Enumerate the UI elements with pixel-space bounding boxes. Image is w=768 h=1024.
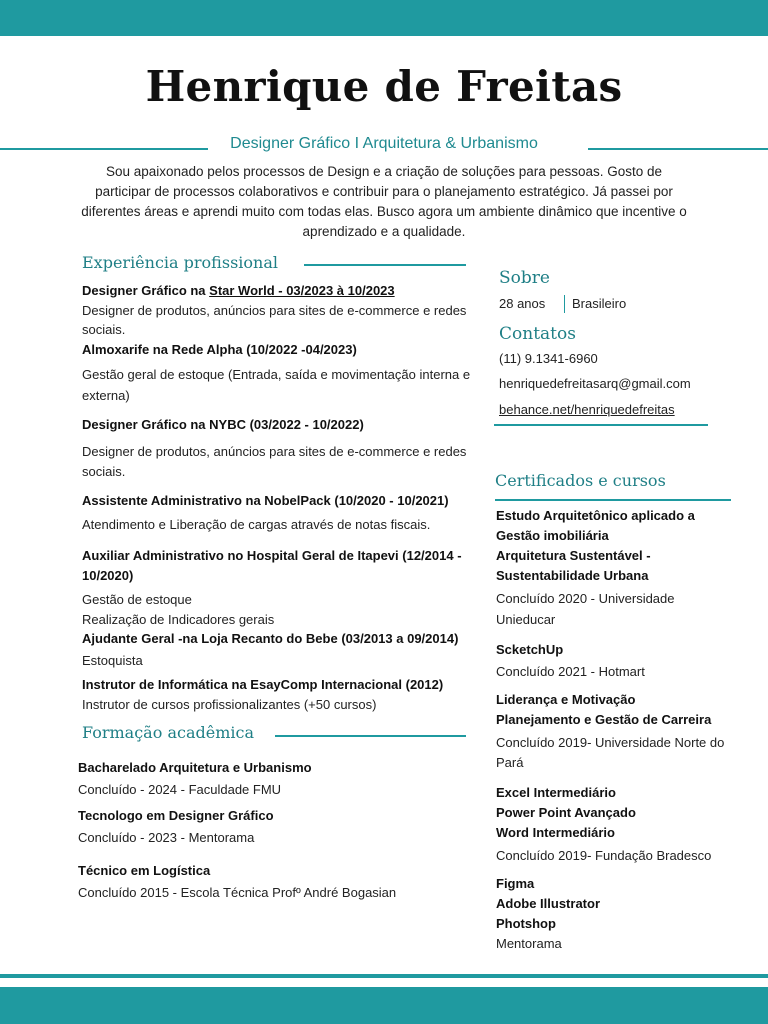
- contact-portfolio-link[interactable]: behance.net/henriquedefreitas: [499, 402, 675, 417]
- certificate-name: Power Point Avançado: [496, 805, 636, 820]
- job-description: Gestão geral de estoque (Entrada, saída e movimentação interna e externa): [82, 367, 471, 403]
- certificates-rule: [495, 499, 731, 501]
- course-name: Tecnologo em Designer Gráfico: [78, 808, 274, 823]
- about-nationality: Brasileiro: [572, 296, 627, 311]
- job-description: Designer de produtos, anúncios para sites de e-commerce e redes sociais.: [82, 303, 467, 337]
- certificate-detail: Concluído 2019- Fundação Bradesco: [496, 848, 712, 863]
- certificate-detail: Mentorama: [496, 936, 562, 951]
- contact-email[interactable]: henriquedefreitasarq@gmail.com: [499, 376, 691, 391]
- about-divider: [564, 295, 565, 313]
- summary: Sou apaixonado pelos processos de Design e a criação de soluções para pessoas. Gosto de participar de processos colaborativos e contribuir para o planejamento estratégico. Já passei por diferentes áreas e aprendi muito com todas elas. Busco agora um ambiente dinâmico que incentive o aprendizado e a qualidade.: [81, 164, 687, 239]
- bottom-rule: [0, 974, 768, 978]
- job-title: Assistente Administrativo na NobelPack (10/2020 - 10/2021): [82, 493, 449, 508]
- education-item: [78, 861, 463, 903]
- job-title: Almoxarife na Rede Alpha (10/2022 -04/2023): [82, 342, 357, 357]
- certificate-name: Sustentabilidade Urbana: [496, 568, 649, 583]
- certificate-group: [496, 506, 736, 630]
- certificate-name: Excel Intermediário: [496, 785, 616, 800]
- certificates-heading: Certificados e cursos: [495, 471, 666, 490]
- certificate-name: Planejamento e Gestão de Carreira: [496, 712, 712, 727]
- education-item: [78, 758, 463, 800]
- certificate-name: ScketchUp: [496, 642, 564, 657]
- course-name: Técnico em Logística: [78, 863, 211, 878]
- job-title: Instrutor de Informática na EsayComp Internacional (2012): [82, 677, 444, 692]
- top-band: [0, 0, 768, 36]
- experience-heading: Experiência profissional: [82, 253, 278, 272]
- certificate-detail: Unieducar: [496, 612, 556, 627]
- job-title: Designer Gráfico na NYBC (03/2022 - 10/2022): [82, 417, 364, 432]
- job-description: Atendimento e Liberação de cargas através de notas fiscais.: [82, 517, 431, 532]
- course-detail: Concluído - 2024 - Faculdade FMU: [78, 782, 282, 797]
- job-entry: [82, 491, 477, 535]
- certificate-name: Figma: [496, 876, 535, 891]
- job-description: Designer de produtos, anúncios para sites de e-commerce e redes sociais.: [82, 444, 467, 479]
- education-heading: Formação acadêmica: [82, 723, 254, 742]
- job-entry: [82, 546, 467, 630]
- certificate-detail: Concluído 2021 - Hotmart: [496, 664, 645, 679]
- contact-phone: (11) 9.1341-6960: [499, 351, 598, 366]
- certificate-detail: Concluído 2019- Universidade Norte do: [496, 735, 725, 750]
- course-name: Bacharelado Arquitetura e Urbanismo: [78, 760, 312, 775]
- certificate-name: Estudo Arquitetônico aplicado a: [496, 508, 695, 523]
- job-description: Estoquista: [82, 653, 143, 668]
- certificate-detail: Pará: [496, 755, 524, 770]
- job-entry: [82, 340, 472, 406]
- certificate-group: [496, 874, 736, 954]
- certificate-name: Gestão imobiliária: [496, 528, 609, 543]
- certificate-name: Photshop: [496, 916, 556, 931]
- job-title: Ajudante Geral -na Loja Recanto do Bebe (03/2013 a 09/2014): [82, 631, 459, 646]
- job-description: Gestão de estoque: [82, 592, 192, 607]
- certificate-group: [496, 640, 736, 682]
- experience-rule: [304, 264, 466, 266]
- job-title: Auxiliar Administrativo no Hospital Geral de Itapevi (12/2014 - 10/2020): [82, 548, 462, 583]
- about-heading: Sobre: [499, 268, 550, 288]
- job-entry: [82, 629, 477, 671]
- certificate-name: Word Intermediário: [496, 825, 615, 840]
- about-age: 28 anos: [499, 296, 546, 311]
- contacts-heading: Contatos: [499, 324, 576, 344]
- course-detail: Concluído 2015 - Escola Técnica Profº André Bogasian: [78, 885, 397, 900]
- certificate-group: [496, 690, 736, 772]
- education-rule: [275, 735, 466, 737]
- subtitle-right-rule: [588, 148, 768, 150]
- bottom-band: [0, 987, 768, 1024]
- job-title: Designer Gráfico na Star World - 03/2023 à 10/2023: [82, 283, 395, 298]
- job-description: Instrutor de cursos profissionalizantes (+50 cursos): [82, 697, 377, 712]
- job-description: Realização de Indicadores gerais: [82, 612, 275, 627]
- certificate-name: Liderança e Motivação: [496, 692, 636, 707]
- certificate-group: [496, 783, 736, 866]
- job-entry: [82, 675, 477, 715]
- certificate-name: Adobe Illustrator: [496, 896, 601, 911]
- certificate-name: Arquitetura Sustentável -: [496, 548, 651, 563]
- contacts-rule: [494, 424, 708, 426]
- job-entry: [82, 281, 467, 339]
- job-entry: [82, 415, 467, 482]
- course-detail: Concluído - 2023 - Mentorama: [78, 830, 255, 845]
- subtitle: Designer Gráfico I Arquitetura & Urbanismo: [230, 135, 538, 152]
- certificate-detail: Concluído 2020 - Universidade: [496, 591, 675, 606]
- education-item: [78, 806, 463, 848]
- page-title: Henrique de Freitas: [145, 62, 623, 111]
